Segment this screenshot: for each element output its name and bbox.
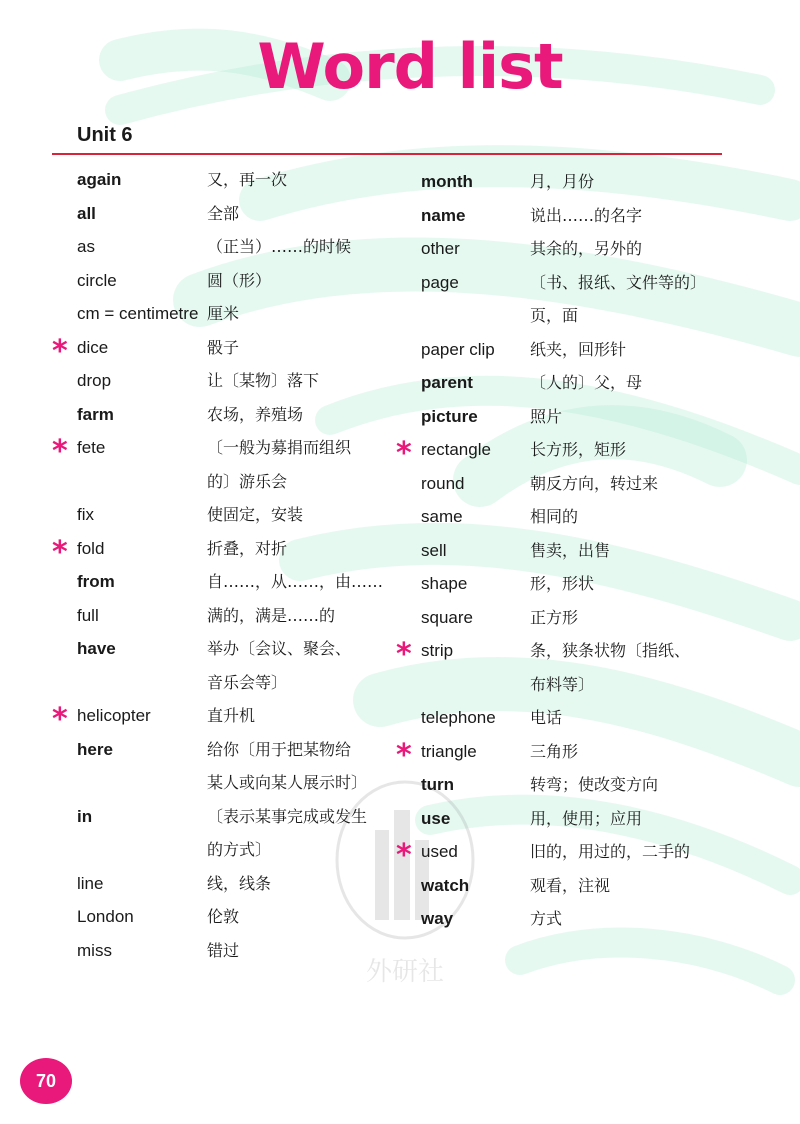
- english-word: dice: [77, 337, 109, 357]
- chinese-definition: 音乐会等〕: [207, 672, 288, 692]
- chinese-definition: 三角形: [530, 741, 579, 761]
- english-word: same: [421, 507, 463, 526]
- chinese-definition: 农场，养殖场: [207, 404, 304, 424]
- optional-word-star-icon: *: [396, 436, 412, 471]
- page-number: 70: [20, 1058, 72, 1104]
- chinese-definition: 观看，注视: [530, 875, 611, 895]
- english-word: square: [421, 607, 473, 627]
- optional-word-star-icon: *: [52, 702, 68, 737]
- english-word: circle: [77, 270, 117, 290]
- english-word: fete: [77, 438, 106, 457]
- word-entry: [0, 333, 800, 369]
- word-entry: [0, 368, 800, 398]
- english-word: have: [77, 639, 116, 658]
- word-entry: [0, 402, 800, 432]
- english-word: paper clip: [421, 339, 495, 359]
- english-word: used: [421, 842, 458, 861]
- chinese-definition: 让〔某物〕落下: [207, 371, 320, 390]
- word-entry: [0, 234, 800, 264]
- english-word: London: [77, 907, 134, 926]
- chinese-definition: 全部: [207, 203, 240, 223]
- word-entry: [0, 804, 800, 834]
- word-entry: [0, 770, 800, 800]
- english-word: watch: [421, 875, 470, 895]
- english-word: in: [77, 806, 93, 826]
- chinese-definition: 其余的，另外的: [530, 239, 643, 258]
- chinese-definition: 页，面: [530, 306, 579, 325]
- optional-word-star-icon: *: [52, 534, 68, 570]
- word-entry: [0, 702, 800, 737]
- chinese-definition: 线，线条: [207, 873, 272, 893]
- english-word: use: [421, 808, 451, 828]
- english-word: picture: [421, 406, 478, 426]
- chinese-definition: 长方形，矩形: [530, 440, 627, 459]
- optional-word-star-icon: *: [396, 637, 412, 672]
- chinese-definition: 伦敦: [207, 907, 240, 926]
- chinese-definition: 售卖，出售: [530, 540, 611, 560]
- chinese-definition: 形，形状: [530, 574, 595, 593]
- english-word: fix: [77, 505, 94, 524]
- chinese-definition: 给你〔用于把某物给: [207, 739, 352, 759]
- word-entry: [0, 603, 800, 633]
- chinese-definition: 用，使用；应用: [530, 808, 643, 828]
- word-entry: [0, 167, 800, 197]
- chinese-definition: 布料等〕: [530, 674, 595, 694]
- chinese-definition: 电话: [530, 708, 563, 727]
- chinese-definition: 说出……的名字: [530, 205, 643, 225]
- english-word: as: [77, 237, 95, 256]
- chinese-definition: 朝反方向，转过来: [530, 473, 659, 493]
- page-title: Word list: [257, 30, 563, 103]
- english-word: cm = centimetre: [77, 304, 199, 323]
- word-entry: [0, 936, 800, 966]
- chinese-definition: 厘米: [207, 304, 240, 323]
- chinese-definition: 圆（形）: [207, 270, 272, 290]
- word-entry: [0, 534, 800, 570]
- chinese-definition: 又，再一次: [207, 170, 288, 189]
- english-word: again: [77, 170, 122, 189]
- chinese-definition: 错过: [207, 940, 240, 960]
- chinese-definition: 旧的，用过的，二手的: [530, 842, 691, 861]
- chinese-definition: 转弯；使改变方向: [530, 775, 659, 794]
- chinese-definition: 满的，满是……的: [207, 605, 336, 625]
- unit-heading: Unit 6: [77, 124, 133, 146]
- english-word: full: [77, 605, 99, 625]
- optional-word-star-icon: *: [52, 333, 68, 369]
- english-word: telephone: [421, 708, 496, 727]
- chinese-definition: 〔一般为募捐而组织: [207, 438, 352, 457]
- chinese-definition: 方式: [530, 909, 563, 928]
- word-entry: [0, 904, 800, 934]
- english-word: fold: [77, 538, 105, 558]
- english-word: from: [77, 572, 115, 591]
- word-entry: [0, 737, 800, 773]
- english-word: line: [77, 873, 104, 893]
- chinese-definition: 〔书、报纸、文件等的〕: [530, 272, 707, 292]
- chinese-definition: 的方式〕: [207, 840, 272, 859]
- watermark-label: 外研社: [365, 957, 445, 987]
- english-word: name: [421, 205, 466, 225]
- word-entry: [0, 201, 800, 231]
- english-word: other: [421, 239, 460, 258]
- chinese-definition: 折叠，对折: [207, 538, 288, 558]
- chinese-definition: 照片: [530, 406, 563, 426]
- chinese-definition: 直升机: [207, 706, 256, 725]
- english-word: farm: [77, 404, 114, 424]
- word-entry: [0, 469, 800, 499]
- word-entry: [0, 871, 800, 901]
- chinese-definition: 相同的: [530, 507, 579, 526]
- optional-word-star-icon: *: [396, 838, 412, 873]
- english-word: all: [77, 203, 96, 223]
- word-entry: [0, 670, 800, 700]
- english-word: round: [421, 473, 465, 493]
- chinese-definition: 条，狭条状物〔指纸、: [530, 641, 691, 660]
- word-entry: [0, 837, 800, 873]
- word-entry: [0, 268, 800, 298]
- chinese-definition: （正当）……的时候: [207, 237, 352, 256]
- english-word: sell: [421, 540, 447, 560]
- word-entry: [0, 301, 800, 331]
- optional-word-star-icon: *: [52, 434, 68, 469]
- word-entry: [0, 569, 800, 599]
- english-word: page: [421, 272, 459, 292]
- chinese-definition: 正方形: [530, 607, 579, 627]
- chinese-definition: 〔表示某事完成或发生: [207, 806, 368, 826]
- english-word: strip: [421, 641, 454, 660]
- chinese-definition: 某人或向某人展示时〕: [207, 773, 368, 792]
- english-word: turn: [421, 775, 455, 794]
- word-entry: [0, 434, 800, 471]
- word-entry: [0, 636, 800, 672]
- heading-rule: [52, 153, 722, 155]
- english-word: here: [77, 739, 113, 759]
- english-word: parent: [421, 373, 473, 392]
- chinese-definition: 月，月份: [530, 172, 595, 191]
- english-word: rectangle: [421, 440, 491, 459]
- english-word: way: [421, 909, 454, 928]
- optional-word-star-icon: *: [396, 737, 412, 773]
- chinese-definition: 自……，从……，由……: [207, 572, 384, 591]
- chinese-definition: 〔人的〕父，母: [530, 373, 643, 392]
- english-word: miss: [77, 940, 112, 960]
- chinese-definition: 使固定，安装: [207, 505, 304, 524]
- english-word: drop: [77, 371, 112, 390]
- english-word: month: [421, 172, 473, 191]
- word-entry: [0, 502, 800, 532]
- chinese-definition: 纸夹，回形针: [530, 339, 627, 359]
- english-word: shape: [421, 574, 468, 593]
- english-word: helicopter: [77, 706, 151, 725]
- chinese-definition: 举办〔会议、聚会、: [207, 639, 352, 658]
- english-word: triangle: [421, 741, 477, 761]
- chinese-definition: 的〕游乐会: [207, 471, 288, 491]
- chinese-definition: 骰子: [207, 337, 240, 357]
